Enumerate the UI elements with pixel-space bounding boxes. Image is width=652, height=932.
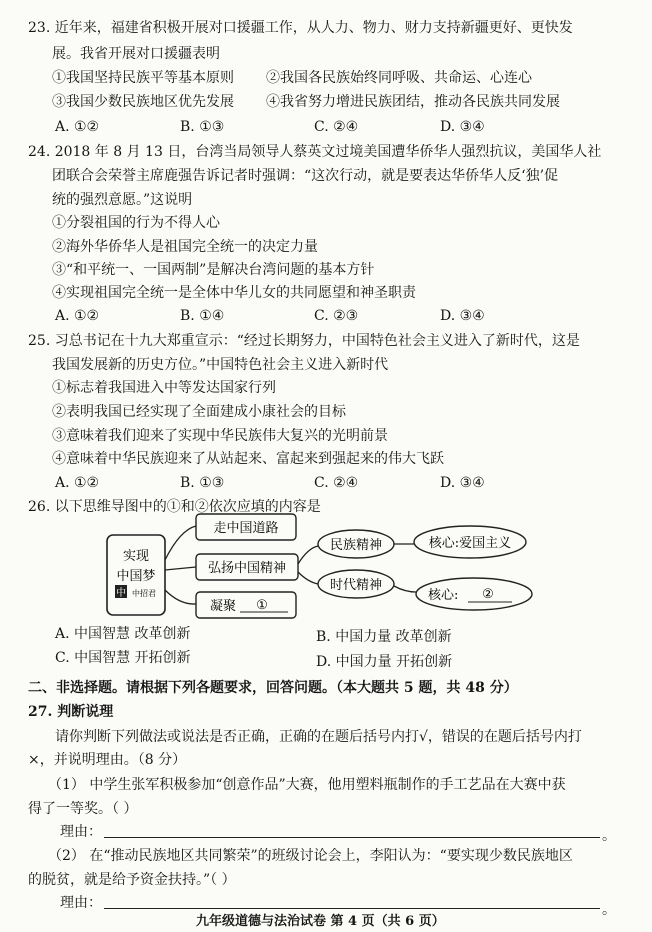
- q25-option-d[interactable]: D. ③④: [440, 475, 485, 491]
- mindmap-blank-2: ②: [482, 587, 494, 602]
- q27-part1-line1: （1） 中学生张军积极参加“创意作品”大赛，他用塑料瓶制作的手工艺品在大赛中获: [48, 777, 566, 793]
- q25-stem-line2: 我国发展新的历史方位。”中国特色社会主义进入新时代: [52, 357, 389, 373]
- q26-option-d[interactable]: D. 中国力量 开拓创新: [316, 654, 453, 670]
- q25-stem-line1: 25. 习总书记在十九大郑重宣示：“经过长期努力，中国特色社会主义进入了新时代，这是: [28, 333, 580, 349]
- q26-option-c[interactable]: C. 中国智慧 开拓创新: [55, 650, 191, 666]
- q27-part1-line2[interactable]: 得了一等奖。（ ）: [28, 801, 138, 817]
- mind-map: [0, 510, 652, 630]
- q27-part2-line2[interactable]: 的脱贫，就是给予资金扶持。”（ ）: [28, 872, 236, 888]
- mindmap-root-line1: 实现: [122, 549, 150, 564]
- q27-part1-reason-line[interactable]: [104, 837, 600, 838]
- q23-statement-3: ③我国少数民族地区优先发展: [52, 94, 234, 110]
- q24-stem-line1: 24. 2018 年 8 月 13 日，台湾当局领导人蔡英文过境美国遭华侨华人强烈抗议，美国华人社: [28, 144, 602, 160]
- q24-statement-3: ③“和平统一、一国两制”是解决台湾问题的基本方针: [52, 262, 375, 278]
- q25-statement-1: ①标志着我国进入中等发达国家行列: [52, 380, 276, 396]
- q23-statement-4: ④我省努力增进民族团结，推动各民族共同发展: [266, 94, 560, 110]
- q27-part1-period: 。: [602, 828, 616, 844]
- q23-statement-1: ①我国坚持民族平等基本原则: [52, 70, 234, 86]
- q24-option-a[interactable]: A. ①②: [55, 308, 100, 324]
- mindmap-logo-text: 中招君: [132, 589, 156, 598]
- q26-stem: 26. 以下思维导图中的①和②依次应填的内容是: [28, 499, 321, 515]
- q27-part2-period: 。: [602, 902, 616, 918]
- mindmap-branch-1: 走中国道路: [213, 521, 279, 536]
- section-2-header: 二、非选择题。请根据下列各题要求，回答问题。（本大题共 5 题，共 48 分）: [28, 680, 518, 696]
- q24-option-b[interactable]: B. ①④: [180, 308, 225, 324]
- q24-statement-1: ①分裂祖国的行为不得人心: [52, 215, 220, 231]
- q24-stem-line3: 统的强烈意愿。”这说明: [52, 192, 193, 208]
- mindmap-spirit-2: 时代精神: [329, 578, 383, 593]
- q23-option-c[interactable]: C. ②④: [314, 119, 359, 135]
- q27-title: 27. 判断说理: [28, 704, 114, 720]
- q26-option-a[interactable]: A. 中国智慧 改革创新: [55, 626, 191, 642]
- q23-stem-line2: 展。我省开展对口援疆表明: [52, 46, 220, 62]
- q23-option-b[interactable]: B. ①③: [180, 119, 225, 135]
- q25-option-b[interactable]: B. ①③: [180, 475, 225, 491]
- q23-option-a[interactable]: A. ①②: [55, 119, 100, 135]
- q24-stem-line2: 团联合会荣誉主席鹿强告诉记者时强调：“这次行动，就是要表达华侨华人反‘独’促: [52, 168, 559, 184]
- mindmap-core-2: 核心:: [428, 588, 459, 603]
- q23-statement-2: ②我国各民族始终同呼吸、共命运、心连心: [266, 70, 532, 86]
- mindmap-core-1: 核心:爱国主义: [428, 536, 512, 551]
- q25-statement-2: ②表明我国已经实现了全面建成小康社会的目标: [52, 404, 346, 420]
- page-footer: 九年级道德与法治试卷 第 4 页（共 6 页）: [196, 914, 445, 929]
- q25-statement-3: ③意味着我们迎来了实现中华民族伟大复兴的光明前景: [52, 428, 388, 444]
- q25-statement-4: ④意味着中华民族迎来了从站起来、富起来到强起来的伟大飞跃: [52, 451, 444, 467]
- mindmap-blank-1: ①: [256, 598, 268, 613]
- mindmap-spirit-1: 民族精神: [329, 538, 383, 553]
- q24-statement-4: ④实现祖国完全统一是全体中华儿女的共同愿望和神圣职责: [52, 285, 416, 301]
- mindmap-branch-2: 弘扬中国精神: [207, 561, 287, 576]
- mindmap-root-line2: 中国梦: [116, 569, 156, 584]
- mindmap-logo-mark: 中: [116, 588, 126, 599]
- q27-instruction-line1: 请你判断下列做法或说法是否正确，正确的在题后括号内打√，错误的在题后括号内打: [55, 729, 582, 745]
- mindmap-branch-3: 凝聚: [210, 599, 237, 614]
- q25-option-c[interactable]: C. ②④: [314, 475, 359, 491]
- q24-option-c[interactable]: C. ②③: [314, 308, 359, 324]
- q27-part2-reason-line[interactable]: [104, 908, 600, 909]
- q24-option-d[interactable]: D. ③④: [440, 308, 485, 324]
- q23-option-d[interactable]: D. ③④: [440, 119, 485, 135]
- q27-part1-reason-label: 理由：: [60, 824, 102, 840]
- q23-stem-line1: 23. 近年来，福建省积极开展对口援疆工作，从人力、物力、财力支持新疆更好、更快发: [28, 20, 573, 36]
- q26-option-b[interactable]: B. 中国力量 改革创新: [316, 629, 452, 645]
- q27-part2-reason-label: 理由：: [60, 895, 102, 911]
- q27-instruction-line2: ×，并说明理由。（8 分）: [28, 752, 187, 768]
- q27-part2-line1: （2） 在“推动民族地区共同繁荣”的班级讨论会上，李阳认为：“要实现少数民族地区: [48, 848, 573, 864]
- q24-statement-2: ②海外华侨华人是祖国完全统一的决定力量: [52, 239, 318, 255]
- q25-option-a[interactable]: A. ①②: [55, 475, 100, 491]
